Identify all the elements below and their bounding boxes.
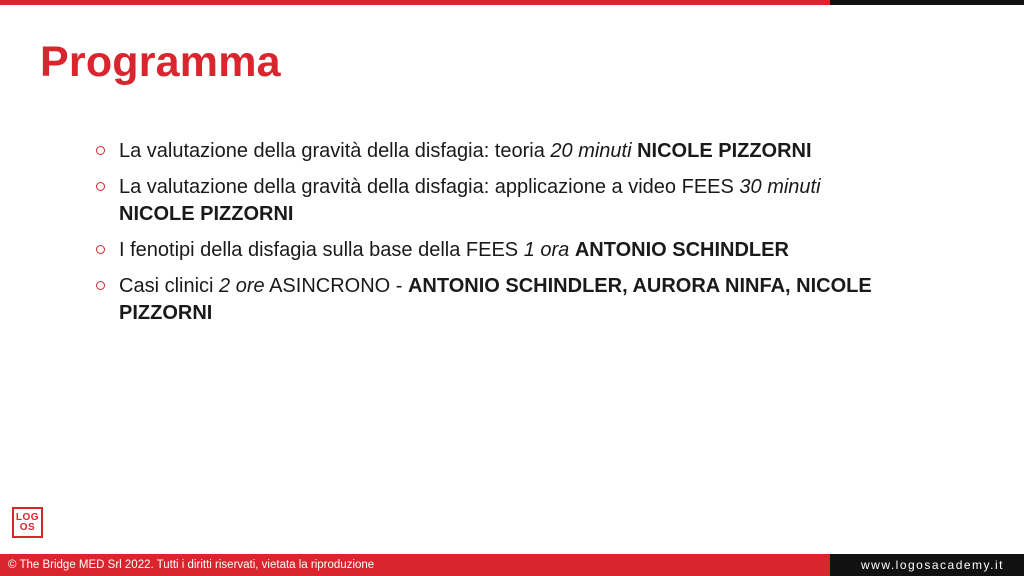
list-item [96, 237, 896, 264]
bullet-speakers: NICOLE PIZZORNI [637, 140, 812, 162]
bullet-duration: 30 minuti [739, 176, 821, 198]
top-accent-bar [0, 0, 830, 5]
bullet-speakers: ANTONIO SCHINDLER, AURORA NINFA, NICOLE PIZZORNI [119, 275, 872, 324]
circle-bullet-icon [96, 281, 105, 290]
bullet-duration: 1 ora [523, 239, 570, 261]
bullet-speakers: NICOLE PIZZORNI [119, 203, 294, 225]
list-item [96, 174, 896, 228]
logo-text-line1: LOG [15, 511, 40, 523]
list-item [96, 273, 896, 327]
bullet-topic: La valutazione della gravità della disfagia: applicazione a video FEES [119, 176, 740, 198]
bullet-extra: ASINCRONO - [264, 275, 408, 297]
bullet-duration: 20 minuti [550, 140, 632, 162]
circle-bullet-icon [96, 182, 105, 191]
list-item [96, 138, 896, 165]
logo-text-line2: OS [19, 521, 36, 533]
program-list [96, 138, 896, 336]
bullet-topic: Casi clinici [119, 275, 220, 297]
slide-title: Programma [40, 38, 281, 86]
bullet-topic: La valutazione della gravità della disfagia: teoria [119, 140, 551, 162]
circle-bullet-icon [96, 245, 105, 254]
top-dark-bar [830, 0, 1024, 5]
logos-logo [12, 507, 43, 538]
footer-copyright: © The Bridge MED Srl 2022. Tutti i diritti riservati, vietata la riproduzione [0, 554, 830, 576]
circle-bullet-icon [96, 146, 105, 155]
bullet-topic: I fenotipi della disfagia sulla base della FEES [119, 239, 524, 261]
bullet-duration: 2 ore [219, 275, 265, 297]
bullet-speakers: ANTONIO SCHINDLER [574, 239, 789, 261]
footer-website-link[interactable]: www.logosacademy.it [830, 554, 1024, 576]
